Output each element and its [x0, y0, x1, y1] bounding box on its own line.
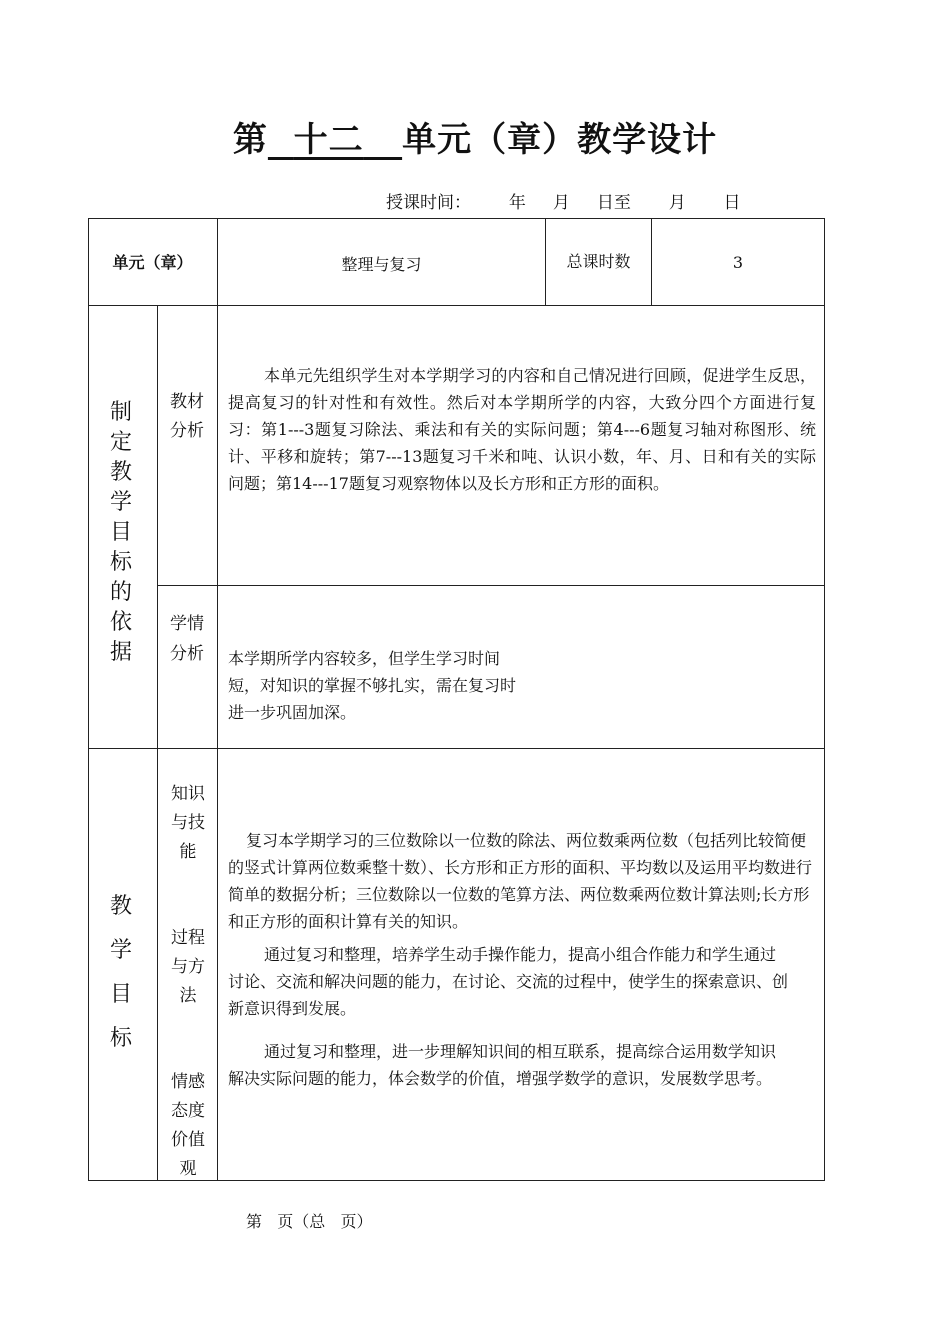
title-suffix: 单元（章）教学设计 — [402, 120, 718, 160]
process-label: 过程与方法 — [171, 928, 205, 1006]
unit-value: 整理与复习 — [341, 255, 422, 274]
col-divider-left — [157, 305, 158, 1181]
knowledge-text: 复习本学期学习的三位数除以一位数的除法、两位数乘两位数（包括列比较简便的竖式计算两位数乘整十数）、长方形和正方形的面积、平均数以及运用平均数进行简单的数据分析；三位数除以一位数的笔算方法、两位数乘两位数计算法则;长方形和正方形的面积计算有关的知识。 — [228, 831, 813, 931]
textbook-label: 教材分析 — [170, 392, 204, 441]
emotion-label: 情感态度价值观 — [171, 1072, 205, 1179]
knowledge-label: 知识与技能 — [171, 784, 205, 862]
hours-label: 总课时数 — [566, 252, 631, 271]
class-time-line: 授课时间： 年 月 日至 月 日 — [386, 193, 741, 213]
page-footer: 第 页（总 页） — [246, 1212, 373, 1231]
emotion-text: 通过复习和整理，进一步理解知识间的相互联系，提高综合运用数学知识解决实际问题的能力，体会数学的价值，增强学数学的意识，发展数学思考。 — [228, 1042, 777, 1088]
title-unit — [268, 120, 402, 160]
title-unit-number: 十二 — [293, 120, 364, 160]
row-divider-1 — [88, 305, 825, 306]
table-border-right — [824, 218, 825, 1181]
basis-label: 制定教学目标的依据 — [109, 400, 132, 665]
page-title — [0, 112, 950, 161]
goals-label: 教学目标 — [109, 894, 132, 1051]
col-divider-label — [217, 305, 218, 1181]
student-analysis-text: 本学期所学内容较多，但学生学习时间短，对知识的掌握不够扎实，需在复习时进一步巩固加深。 — [228, 649, 517, 722]
textbook-analysis-text: 本单元先组织学生对本学期学习的内容和自己情况进行回顾，促进学生反思，提高复习的针对性和有效性。然后对本学期所学的内容，大致分四个方面进行复习：第1---3题复习除法、乘法和有关的实际问题；第4---6题复习轴对称图形、统计、平移和旋转；第7---13题复习千米和吨、认识小数，年、月、日和有关的实际问题；第14---17题复习观察物体以及长方形和正方形的面积。 — [228, 366, 816, 493]
process-text: 通过复习和整理，培养学生动手操作能力，提高小组合作能力和学生通过讨论、交流和解决问题的能力，在讨论、交流的过程中，使学生的探索意识、创新意识得到发展。 — [228, 945, 789, 1018]
title-prefix: 第 — [232, 120, 268, 160]
table-border-top — [88, 218, 825, 219]
hours-value: 3 — [732, 253, 744, 272]
table-border-left — [88, 218, 89, 1181]
unit-label: 单元（章） — [112, 253, 193, 272]
row-divider-2 — [157, 585, 825, 586]
student-label: 学情分析 — [170, 614, 204, 664]
row-divider-3 — [88, 748, 825, 749]
